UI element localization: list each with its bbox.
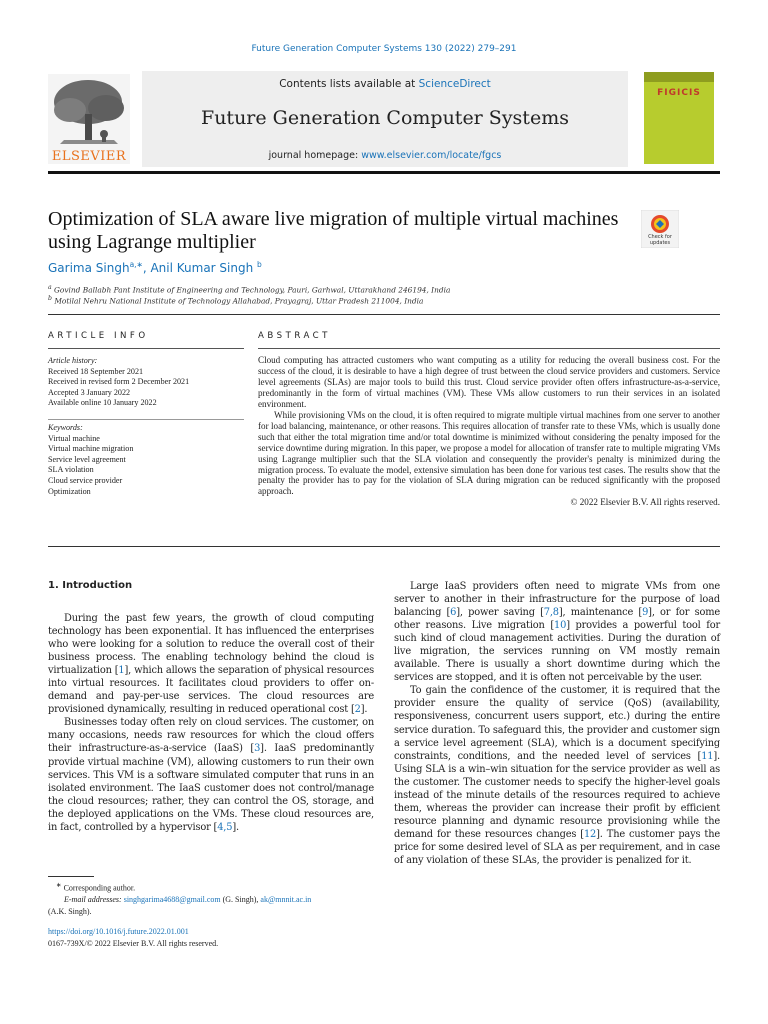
contents-prefix: Contents lists available at (279, 78, 419, 90)
citation-link[interactable]: 1 (118, 665, 125, 677)
abstract-paragraph-1: Cloud computing has attracted customers who want computing as a utility for reducing the overall business cost. For the success of the cloud, it is desirable to have a high degree of trust between the cloud service providers and customers. Service level agreements (SLAs) are major tools to build this trust. Cloud service provider often offers infrastructure-as-a-service, predominantly in the form of virtual machines (VM). These VMs allow customers to run their services in an isolated environment. (258, 355, 720, 409)
article-info-heading: ARTICLE INFO (48, 331, 149, 341)
citation-link[interactable]: 9 (642, 607, 649, 619)
author-1[interactable]: Garima Singh (48, 261, 130, 275)
history-label: Article history: (48, 356, 98, 365)
elsevier-wordmark: ELSEVIER (51, 149, 127, 164)
abstract-copyright: © 2022 Elsevier B.V. All rights reserved. (570, 497, 720, 508)
doi-block (48, 926, 218, 949)
cover-title: FIGICIS (657, 88, 701, 98)
crossmark-text: Check for updates (648, 234, 672, 246)
crossmark-badge[interactable] (641, 210, 679, 248)
affiliation-b (48, 295, 423, 305)
intro-paragraph-3 (394, 580, 720, 684)
cover-top-band (644, 72, 714, 82)
keywords-rule (48, 419, 244, 420)
text-run: ], maintenance [ (558, 607, 643, 619)
footnote-rule (48, 876, 94, 877)
author-1-affiliation[interactable]: a,∗ (129, 260, 143, 269)
citation-link[interactable]: 4,5 (217, 821, 233, 833)
body-column-right (394, 580, 720, 867)
footnote-star: ∗ (56, 882, 62, 889)
email-1-owner: (G. Singh), (222, 895, 259, 905)
text-run: ]. The customer pays the price for some desired level of SLA as per requirement, and in case of any violation of these SLAs, the provider is penalized for it. (394, 828, 721, 866)
text-run: ]. IaaS predominantly provide virtual machine (VM), allowing customers to run their own services. This VM is a software simulated computer that runs in an isolated environment. The IaaS customer does not control/manage the cloud resources; rather, they can control the OS, storage, and the deployed applications on the VMs. These cloud resources are, in fact, controlled by a hypervisor [ (48, 743, 374, 833)
footnote (48, 880, 378, 917)
abstract-body (258, 355, 720, 508)
author-2-affiliation[interactable]: b (257, 260, 262, 269)
journal-reference[interactable]: Future Generation Computer Systems 130 (2022) 279–291 (251, 44, 517, 54)
article-title: Optimization of SLA aware live migration of multiple virtual machines using Lagrange multiplier (48, 208, 619, 253)
text-run: ], which allows the separation of physical resources into virtual resources. It facilitates cloud providers to offer on-demand and pay-per-use services. The cloud resources are provisioned dynamically, resulting in reduced operational cost [ (48, 665, 374, 716)
history-accepted: Accepted 3 January 2022 (48, 387, 131, 397)
email-2-owner: (A.K. Singh). (48, 906, 92, 916)
text-run: ], power saving [ (456, 607, 544, 619)
elsevier-logo (48, 74, 130, 164)
footnote-corresponding-text: Corresponding author. (63, 883, 136, 893)
homepage-line (142, 150, 628, 161)
footnote-corresponding (48, 880, 378, 894)
text-run: ]. Using SLA is a win–win situation for the service provider as well as the customer. The customer needs to specify the higher-level goals instead of the minute details of the resources required to achieve them, whereas the provider can increase their profit by efficient resource planning and dynamic resource provisioning while the demand for these resources changes [ (394, 750, 720, 840)
citation-link[interactable]: 11 (701, 750, 714, 762)
email-link-1[interactable]: singhgarima4688@gmail.com (123, 895, 221, 905)
citation-link[interactable]: 10 (554, 620, 567, 632)
affiliation-a (48, 284, 450, 294)
abstract-end-rule (48, 546, 720, 547)
history-online: Available online 10 January 2022 (48, 398, 157, 408)
citation-link[interactable]: 7,8 (543, 607, 559, 619)
keyword-item: SLA violation (48, 465, 94, 475)
text-run: ]. (232, 821, 239, 833)
text-run: ]. (360, 704, 368, 716)
abstract-paragraph-2: While provisioning VMs on the cloud, it is often required to migrate multiple virtual machines from one server to another for load balancing, maintenance, or other reasons. This requires allocation of transfer rate to these VMs, which is usually done such that either the total migration time and/or total downtime is minimized without considering the penalty imposed for the service downtime during migration. In this paper, we propose a model for allocation of transfer rate to multiple migrating VMs using Lagrange multiplier such that the SLA violation and consequently the provider's penalty is minimized during the migration process. To evaluate the model, extensive simulation has been done for various test cases. The results show that the penalty the provider has to pay for the violation of SLA during migration can be reduced significantly with the proposed approach. (258, 409, 720, 497)
journal-title: Future Generation Computer Systems (201, 107, 569, 129)
keywords (48, 423, 244, 497)
author-2[interactable]: Anil Kumar Singh (150, 261, 254, 275)
section-heading-introduction: 1. Introduction (48, 580, 133, 591)
affiliation-b-marker: b (48, 295, 52, 302)
footnote-emails (48, 894, 378, 906)
author-separator: , (142, 261, 151, 275)
intro-paragraph-4 (394, 684, 720, 867)
affiliation-rule (48, 314, 720, 315)
keyword-item: Virtual machine (48, 433, 100, 443)
citation-link[interactable]: 3 (254, 743, 261, 755)
citation-link[interactable]: 12 (583, 828, 597, 840)
header-rule (48, 171, 720, 174)
sciencedirect-link[interactable]: ScienceDirect (418, 78, 491, 90)
text-run: Large IaaS providers often need to migrate VMs from one server to another in their infrastructure for the purpose of load balancing [ (394, 581, 720, 619)
intro-paragraph-2 (48, 716, 374, 833)
text-run: During the past few years, the growth of cloud computing technology has been exponential. It has influenced the enterprises who were looking for a solution to reduce the overall cost of their business process. The enabling technology behind the cloud is virtualization [ (48, 613, 374, 677)
keyword-item: Cloud service provider (48, 475, 123, 485)
text-run: To gain the confidence of the customer, it is required that the provider ensure the quality of service (QoS) (availability, responsiveness, concurrent users support, etc.) during the entire service duration. To safeguard this, the provider and customer sign a service level agreement (SLA), which is a document specifying constraints, conditions, and the needed level of services [ (394, 685, 720, 762)
intro-paragraph-1 (48, 612, 374, 716)
homepage-prefix: journal homepage: (268, 150, 362, 161)
article-history (48, 356, 244, 409)
email-label: E-mail addresses: (64, 895, 122, 905)
affiliation-a-text: Govind Ballabh Pant Institute of Engineering and Technology, Pauri, Garhwal, Uttarakhand 246194, India (54, 285, 451, 295)
journal-cover (644, 72, 714, 164)
issn-line: 0167-739X/© 2022 Elsevier B.V. All rights reserved. (48, 938, 219, 948)
keyword-item: Virtual machine migration (48, 444, 134, 454)
history-revised: Received in revised form 2 December 2021 (48, 377, 190, 387)
affiliation-b-text: Motilal Nehru National Institute of Technology Allahabad, Prayagraj, Uttar Pradesh 211004, India (54, 296, 424, 306)
doi-link[interactable]: https://doi.org/10.1016/j.future.2022.01.001 (48, 927, 189, 936)
history-received: Received 18 September 2021 (48, 366, 144, 376)
abstract-rule (258, 348, 720, 349)
affiliation-a-marker: a (48, 284, 52, 291)
citation-link[interactable]: 6 (450, 607, 457, 619)
text-run: ], or for some other reasons. Live migration [ (394, 607, 720, 632)
abstract-heading: ABSTRACT (258, 331, 331, 341)
text-run: ] provides a powerful tool for such kind of cloud management activities. During the duration of live migration, the services running on VM mostly remain available. There is usually a short downtime during which the services are stopped, and it is often not perceivable by the user. (394, 620, 720, 684)
email-link-2[interactable]: ak@mnnit.ac.in (260, 895, 312, 905)
keyword-item: Service level agreement (48, 454, 126, 464)
citation-link[interactable]: 2 (354, 704, 361, 716)
body-column-left (48, 612, 374, 834)
homepage-link[interactable]: www.elsevier.com/locate/fgcs (361, 150, 502, 161)
text-run: Businesses today often rely on cloud services. The customer, on many occasions, needs raw resources for which the cloud offers their infrastructure-as-a-service (IaaS) [ (48, 717, 374, 755)
article-info-rule (48, 348, 244, 349)
keyword-item: Optimization (48, 486, 91, 496)
keywords-label: Keywords: (48, 423, 83, 432)
author-list (48, 260, 262, 275)
contents-line (142, 78, 628, 90)
